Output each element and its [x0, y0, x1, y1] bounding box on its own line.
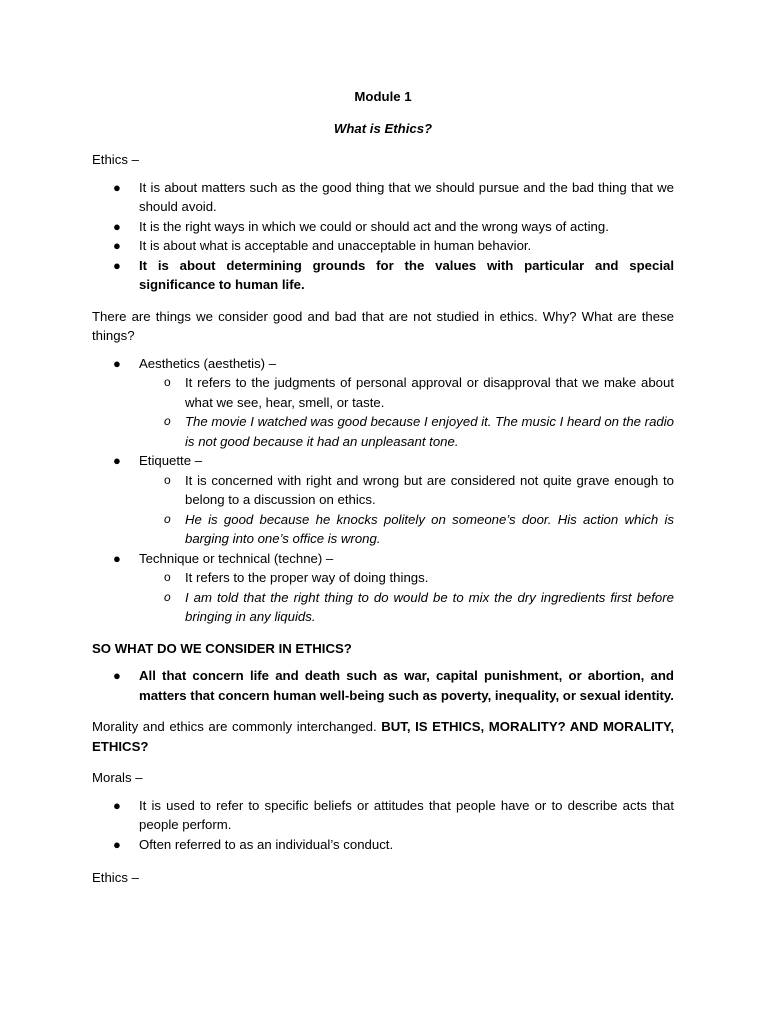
bullet-icon: ● [113, 797, 121, 813]
sub-text: It is concerned with right and wrong but are considered not quite grave enough to belong to a discussion on ethics. [185, 472, 674, 507]
sub-list [139, 471, 674, 549]
consider-heading: SO WHAT DO WE CONSIDER IN ETHICS? [92, 640, 352, 656]
list-item [92, 549, 674, 627]
sub-list [139, 373, 674, 451]
category-label: Aesthetics (aesthetis) – [139, 355, 277, 371]
paragraph-not-ethics: There are things we consider good and bad that are not studied in ethics. Why? What are these things? [92, 308, 674, 343]
category-list [92, 354, 674, 627]
morals-intro: Morals – [92, 770, 143, 785]
list-item [92, 451, 674, 549]
circle-bullet-icon: o [164, 511, 171, 526]
bullet-icon: ● [113, 836, 121, 852]
bullet-icon: ● [113, 257, 121, 273]
list-item [92, 666, 674, 705]
list-item [92, 256, 674, 295]
module-title: Module 1 [354, 89, 412, 104]
circle-bullet-icon: o [164, 570, 171, 584]
list-item [139, 588, 674, 627]
ethics-point-text: It is about determining grounds for the values with particular and special significance to human life. [139, 257, 674, 292]
list-item [92, 796, 674, 835]
ethics-intro: Ethics – [92, 152, 139, 167]
list-item [139, 471, 674, 510]
category-label: Etiquette – [139, 453, 203, 468]
ethics-point-text: It is about matters such as the good thing that we should pursue and the bad thing that we should avoid. [139, 179, 674, 214]
example-text: I am told that the right thing to do would be to mix the dry ingredients first before bringing in any liquids. [185, 589, 674, 624]
page-question: What is Ethics? [333, 120, 433, 136]
sub-list [139, 568, 674, 627]
list-item [92, 835, 674, 855]
circle-bullet-icon: o [164, 472, 171, 487]
morality-text: Morality and ethics are commonly interchanged. [92, 719, 382, 734]
list-item [92, 236, 674, 256]
morals-list [92, 796, 674, 855]
list-item [92, 178, 674, 217]
sub-text: It refers to the proper way of doing things. [185, 570, 429, 585]
bullet-icon: ● [113, 238, 121, 253]
bullet-icon: ● [113, 179, 121, 195]
ethics-point-list [92, 178, 674, 295]
circle-bullet-icon: o [164, 414, 171, 428]
bullet-icon: ● [113, 453, 121, 468]
bullet-icon: ● [113, 668, 121, 683]
morals-point-text: It is used to refer to specific beliefs or attitudes that people have or to describe acts that people perform. [139, 797, 674, 832]
ethics-point-text: It is about what is acceptable and unacceptable in human behavior. [139, 238, 532, 253]
list-item [139, 510, 674, 549]
bullet-icon: ● [113, 550, 121, 566]
bullet-icon: ● [113, 218, 121, 234]
ethics-point-text: It is the right ways in which we could or should act and the wrong ways of acting. [139, 218, 609, 234]
consider-list [92, 666, 674, 705]
consider-text: All that concern life and death such as war, capital punishment, or abortion, and matters that concern human well-being such as poverty, inequality, or sexual identity. [139, 668, 674, 703]
morality-paragraph [92, 717, 674, 756]
circle-bullet-icon: o [164, 589, 171, 604]
list-item [139, 568, 674, 588]
list-item [92, 217, 674, 237]
list-item [139, 412, 674, 451]
list-item [92, 354, 674, 452]
example-text: The movie I watched was good because I enjoyed it. The music I heard on the radio is not good because it had an unpleasant tone. [185, 414, 674, 449]
morality-question: BUT, IS ETHICS, MORALITY? AND MORALITY, ETHICS? [92, 719, 674, 754]
morals-point-text: Often referred to as an individual’s conduct. [139, 836, 394, 852]
circle-bullet-icon: o [164, 375, 171, 389]
ethics-outro: Ethics – [92, 870, 139, 885]
bullet-icon: ● [113, 355, 121, 371]
category-label: Technique or technical (techne) – [139, 550, 334, 566]
list-item [139, 373, 674, 412]
example-text: He is good because he knocks politely on someone’s door. His action which is barging into one’s office is wrong. [185, 511, 674, 546]
sub-text: It refers to the judgments of personal approval or disapproval that we make about what we see, hear, smell, or taste. [185, 375, 674, 410]
